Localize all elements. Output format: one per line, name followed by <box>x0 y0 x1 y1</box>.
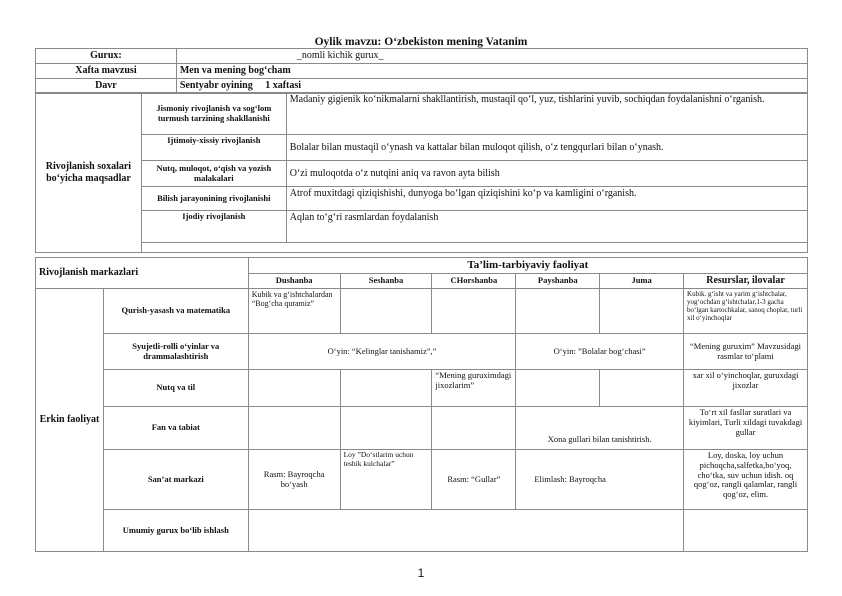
page-number: 1 <box>417 566 425 580</box>
info-table <box>35 48 808 94</box>
day-header-friday: Juma <box>600 274 684 289</box>
activity-cell <box>600 370 684 407</box>
activity-cell <box>516 289 600 334</box>
day-header-thursday: Payshanba <box>516 274 600 289</box>
center-name: Syujetli-rolli o‘yinlar va drammalashtirish <box>103 334 248 370</box>
activity-cell <box>248 407 340 450</box>
group-value: _nomli kichik gurux_ <box>176 49 807 64</box>
resources-cell: Kubik. g‘isht va yarim g‘ishtchalar, yog‘ochdan g‘ishtchalar,1-3 gacha bo‘lgan kartochkalar, sanoq choplar, turli xil o‘yinchoqlar <box>684 289 808 334</box>
schedule-table <box>35 257 808 552</box>
week-topic-value: Men va mening bog‘cham <box>176 64 807 79</box>
page-title: Oylik mavzu: O‘zbekiston mening Vatanim <box>314 36 528 48</box>
day-header-monday: Dushanba <box>248 274 340 289</box>
goal-area: Ijodiy rivojlanish <box>141 211 286 243</box>
week-topic-label: Xafta mavzusi <box>36 64 177 79</box>
center-name: Fan va tabiat <box>103 407 248 450</box>
activity-cell: Kubik va g‘ishtchalardan “Bog‘cha quramiz” <box>248 289 340 334</box>
period-value: Sentyabr oyining 1 xaftasi <box>176 79 807 94</box>
goal-text: Aqlan to‘g‘ri rasmlardan foydalanish <box>286 211 807 243</box>
goal-text: Madaniy gigienik ko‘nikmalarni shakllantirish, mustaqil qo‘l, yuz, tishlarini yuvib, sochiqdan foydalanishni o‘rganish. <box>286 93 807 135</box>
goal-text: O‘zi muloqotda o‘z nutqini aniq va ravon ayta bilish <box>286 161 807 187</box>
goals-table <box>35 92 808 253</box>
activity-cell: Elimlash: Bayroqcha <box>516 450 684 510</box>
period-label: Davr <box>36 79 177 94</box>
resources-cell <box>684 510 808 552</box>
resources-cell: “Mening guruxim” Mavzusidagi rasmlar to‘plami <box>684 334 808 370</box>
activity-cell: Loy ”Do‘stlarim uchun teshik kulchalar” <box>340 450 432 510</box>
activity-cell: Xona gullari bilan tanishtirish. <box>516 407 684 450</box>
activity-cell <box>432 407 516 450</box>
activity-cell: Rasm: “Gullar” <box>432 450 516 510</box>
goal-area: Ijtimoiy-xissiy rivojlanish <box>141 135 286 161</box>
free-activity-label: Erkin faoliyat <box>36 289 104 552</box>
resources-cell: Loy, doska, loy uchun pichoqcha,salfetka,bo‘yoq, cho‘tka, suv uchun idish. oq qog‘oz, rangli qalamlar, rangli qog‘oz, elim. <box>684 450 808 510</box>
center-name: Nutq va til <box>103 370 248 407</box>
activity-cell <box>248 510 683 552</box>
goal-area: Jismoniy rivojlanish va sog‘lom turmush tarzining shakllanishi <box>141 93 286 135</box>
activity-cell <box>432 289 516 334</box>
day-header-wednesday: CHorshanba <box>432 274 516 289</box>
goals-section-label: Rivojlanish soxalari bo‘yicha maqsadlar <box>36 93 142 253</box>
centers-label: Rivojlanish markazlari <box>36 258 249 289</box>
goal-text: Bolalar bilan mustaqil o‘ynash va kattalar bilan muloqot qilish, o‘z tengqurlari bilan o‘ynash. <box>286 135 807 161</box>
goals-spacer <box>141 243 807 253</box>
center-name: Umumiy gurux bo‘lib ishlash <box>103 510 248 552</box>
goal-text: Atrof muxitdagi qiziqishishi, dunyoga bo‘lgan qiziqishini ko‘p va kamligini o‘rganish. <box>286 187 807 211</box>
activity-cell <box>600 289 684 334</box>
goal-area: Nutq, muloqot, o‘qish va yozish malakalari <box>141 161 286 187</box>
resources-header: Resurslar, ilovalar <box>684 274 808 289</box>
resources-cell: To‘rt xil fasllar suratlari va kiyimlari, Turli xildagi tuvakdagi gullar <box>684 407 808 450</box>
activity-header: Ta’lim-tarbiyaviy faoliyat <box>248 258 807 274</box>
activity-cell <box>340 407 432 450</box>
group-label: Gurux: <box>36 49 177 64</box>
goal-area: Bilish jarayonining rivojlanishi <box>141 187 286 211</box>
activity-cell: O‘yin: ”Bolalar bog‘chasi” <box>516 334 684 370</box>
center-name: Qurish-yasash va matematika <box>103 289 248 334</box>
activity-cell: “Mening guruximdagi jixozlarim” <box>432 370 516 407</box>
activity-cell <box>248 370 340 407</box>
resources-cell: xar xil o‘yinchoqlar, guruxdagi jixozlar <box>684 370 808 407</box>
activity-cell <box>516 370 600 407</box>
activity-cell: Rasm: Bayroqcha bo‘yash <box>248 450 340 510</box>
activity-cell: O‘yin: “Kelinglar tanishamiz”,” <box>248 334 516 370</box>
day-header-tuesday: Seshanba <box>340 274 432 289</box>
activity-cell <box>340 370 432 407</box>
activity-cell <box>340 289 432 334</box>
center-name: San’at markazi <box>103 450 248 510</box>
